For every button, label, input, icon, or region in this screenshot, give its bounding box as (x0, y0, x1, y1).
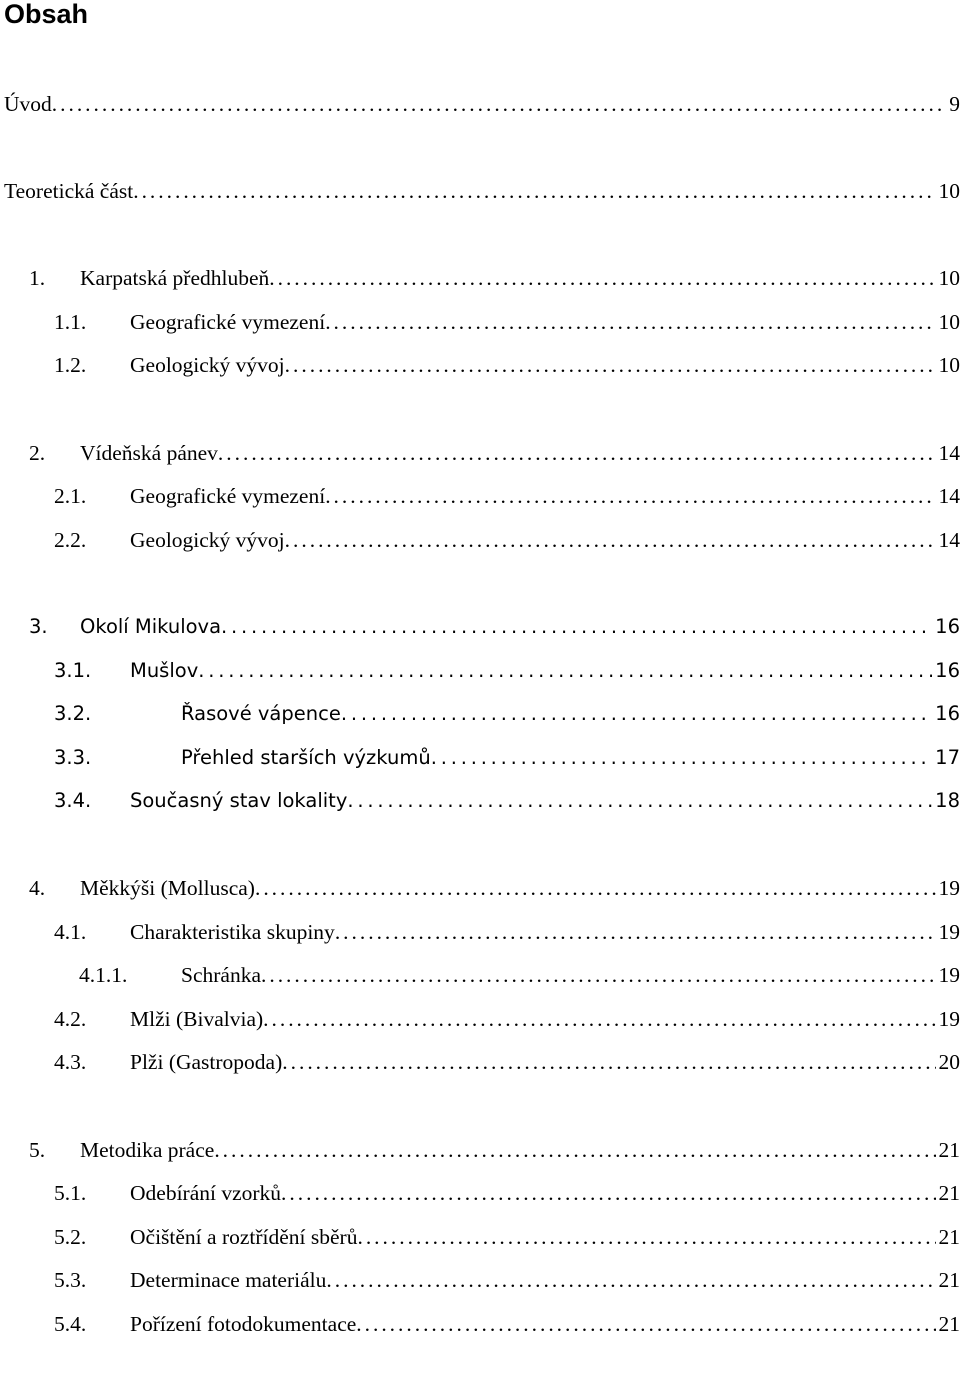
toc-entry-section-1-1[interactable] (54, 307, 960, 337)
toc-entry-number: 5.2. (54, 1225, 87, 1249)
toc-entry-section-1-2[interactable] (54, 350, 960, 380)
toc-entry-section-5-1[interactable] (54, 1178, 960, 1208)
toc-entry-number: 4.1.1. (79, 963, 128, 987)
toc-page-number: 21 (938, 1312, 960, 1336)
toc-entry-number: 1. (29, 266, 46, 290)
toc-entry-section-5-2[interactable] (54, 1222, 960, 1252)
toc-entry-number: 1.2. (54, 353, 87, 377)
toc-entry-number: 3. (29, 615, 48, 638)
toc-dot-leader (261, 960, 936, 990)
toc-entry-title: Pořízení fotodokumentace (130, 1312, 357, 1336)
toc-page-number: 16 (935, 702, 960, 725)
toc-page-number: 10 (938, 266, 960, 290)
toc-entry-title: Schránka (181, 963, 261, 987)
toc-entry-number: 5.4. (54, 1312, 87, 1336)
toc-entry-title: Karpatská předhlubeň (80, 266, 270, 290)
toc-entry-section-3-2[interactable] (54, 699, 960, 729)
toc-dot-leader (325, 307, 935, 337)
toc-entry-title: Současný stav lokality (130, 789, 348, 812)
toc-page-number: 17 (935, 746, 960, 769)
toc-dot-leader (281, 1178, 935, 1208)
toc-entry-number: 4.3. (54, 1050, 87, 1074)
toc-entry-title: Řasové vápence (181, 702, 341, 725)
toc-dot-leader (221, 612, 932, 642)
toc-page-number: 14 (938, 484, 960, 508)
toc-page-number: 9 (949, 92, 960, 116)
toc-page-number: 19 (938, 920, 960, 944)
toc-entry-title: Okolí Mikulova (80, 615, 222, 638)
toc-dot-leader (214, 1135, 935, 1165)
toc-entry-title: Měkkýši (Mollusca) (80, 876, 255, 900)
toc-page-number: 21 (938, 1225, 960, 1249)
toc-dot-leader (285, 350, 936, 380)
toc-entry-title: Teoretická část (4, 179, 134, 203)
toc-page-number: 19 (938, 876, 960, 900)
toc-entry-title: Mlži (Bivalvia) (130, 1007, 264, 1031)
toc-entry-title: Determinace materiálu (130, 1268, 327, 1292)
toc-entry-section-3-1[interactable] (54, 656, 960, 686)
toc-entry-number: 3.1. (54, 659, 92, 682)
toc-entry-number: 4.1. (54, 920, 87, 944)
toc-entry-number: 4.2. (54, 1007, 87, 1031)
toc-page-number: 16 (935, 659, 960, 682)
toc-dot-leader (431, 743, 932, 773)
toc-entry-title: Geografické vymezení (130, 484, 326, 508)
toc-entry-section-4-3[interactable] (54, 1047, 960, 1077)
toc-entry-chapter-1[interactable] (29, 263, 960, 293)
toc-entry-title: Geologický vývoj (130, 353, 285, 377)
toc-entry-title: Metodika práce (80, 1138, 215, 1162)
toc-dot-leader (52, 89, 946, 119)
toc-entry-title: Geologický vývoj (130, 528, 285, 552)
toc-entry-title: Úvod (4, 92, 52, 116)
toc-dot-leader (341, 699, 932, 729)
toc-entry-section-3-3[interactable] (54, 743, 960, 773)
toc-entry-number: 3.3. (54, 746, 92, 769)
toc-entry-title: Charakteristika skupiny (130, 920, 335, 944)
toc-entry-title: Odebírání vzorků (130, 1181, 282, 1205)
toc-entry-number: 2. (29, 441, 46, 465)
toc-dot-leader (285, 525, 936, 555)
toc-entry-section-4-1-1[interactable] (79, 960, 960, 990)
toc-page-number: 16 (935, 615, 960, 638)
toc-entry-section-5-3[interactable] (54, 1265, 960, 1295)
toc-entry-section-4-1[interactable] (54, 917, 960, 947)
toc-entry-title: Vídeňská pánev (80, 441, 218, 465)
toc-entry-number: 5.3. (54, 1268, 87, 1292)
toc-page-number: 10 (938, 353, 960, 377)
toc-entry-section-4-2[interactable] (54, 1004, 960, 1034)
toc-dot-leader (326, 1265, 935, 1295)
toc-entry-uvod[interactable] (4, 89, 960, 119)
toc-entry-chapter-5[interactable] (29, 1135, 960, 1165)
toc-dot-leader (347, 786, 932, 816)
toc-entry-section-2-2[interactable] (54, 525, 960, 555)
toc-entry-chapter-3[interactable] (29, 612, 960, 642)
toc-entry-title: Plži (Gastropoda) (130, 1050, 283, 1074)
toc-entry-number: 1.1. (54, 310, 87, 334)
toc-entry-number: 3.2. (54, 702, 92, 725)
toc-entry-title: Mušlov (130, 659, 199, 682)
toc-dot-leader (357, 1222, 935, 1252)
toc-dot-leader (255, 873, 936, 903)
toc-entry-number: 2.2. (54, 528, 87, 552)
toc-entry-section-3-4[interactable] (54, 786, 960, 816)
toc-page-number: 19 (938, 1007, 960, 1031)
toc-page-number: 18 (935, 789, 960, 812)
toc-page-number: 14 (938, 528, 960, 552)
toc-entry-number: 3.4. (54, 789, 92, 812)
toc-entry-title: Geografické vymezení (130, 310, 326, 334)
toc-dot-leader (335, 917, 936, 947)
toc-page-number: 10 (938, 310, 960, 334)
toc-page-number: 21 (938, 1181, 960, 1205)
toc-dot-leader (269, 263, 935, 293)
toc-entry-number: 2.1. (54, 484, 87, 508)
page-title: Obsah (4, 0, 89, 29)
toc-page-number: 21 (938, 1268, 960, 1292)
toc-entry-section-5-4[interactable] (54, 1309, 960, 1339)
toc-dot-leader (282, 1047, 935, 1077)
toc-page-number: 14 (938, 441, 960, 465)
toc-entry-teoreticka-cast[interactable] (4, 176, 960, 206)
toc-dot-leader (325, 481, 935, 511)
toc-dot-leader (198, 656, 932, 686)
toc-entry-number: 5.1. (54, 1181, 87, 1205)
toc-page-number: 21 (938, 1138, 960, 1162)
toc-entry-title: Očištění a roztřídění sběrů (130, 1225, 358, 1249)
toc-page-number: 20 (938, 1050, 960, 1074)
toc-page-number: 10 (938, 179, 960, 203)
toc-entry-number: 5. (29, 1138, 46, 1162)
toc-entry-title: Přehled starších výzkumů (181, 746, 431, 769)
toc-entry-chapter-2[interactable] (29, 438, 960, 468)
toc-dot-leader (218, 438, 936, 468)
toc-dot-leader (356, 1309, 935, 1339)
toc-entry-number: 4. (29, 876, 46, 900)
toc-entry-section-2-1[interactable] (54, 481, 960, 511)
toc-dot-leader (133, 176, 935, 206)
toc-dot-leader (263, 1004, 935, 1034)
toc-page-number: 19 (938, 963, 960, 987)
toc-entry-chapter-4[interactable] (29, 873, 960, 903)
